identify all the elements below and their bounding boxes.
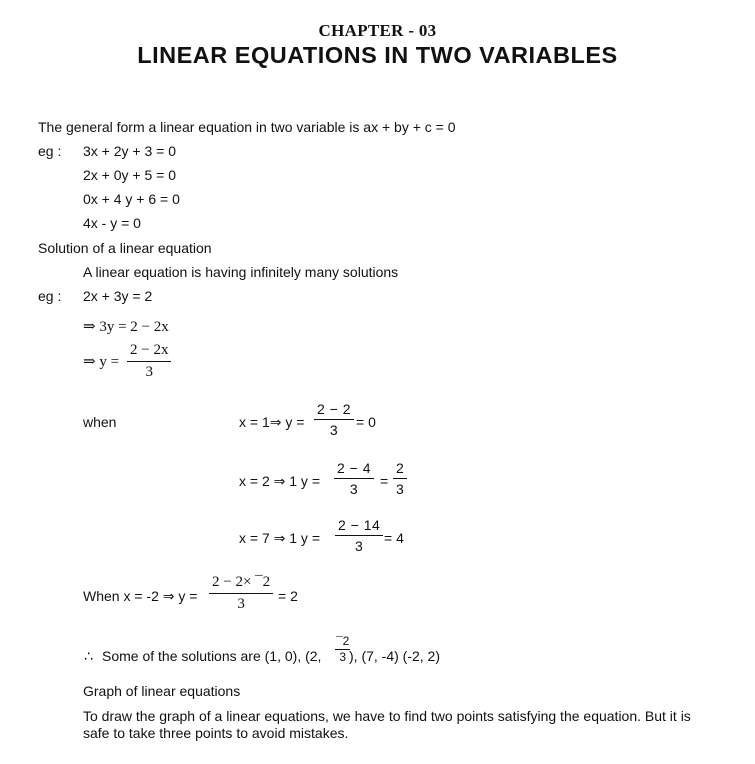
example-equation-2: 2x + 0y + 5 = 0 [83,167,177,183]
derivation-step-1: ⇒ 3y = 2 − 2x [83,319,169,335]
fraction-denominator: 3 [349,481,359,497]
case-1-fraction [314,402,354,437]
fraction-numerator: 2 − 2 [317,401,352,417]
graph-paragraph-line-2: safe to take three points to avoid mistakes. [83,725,349,741]
case-1-result: = 0 [356,414,376,430]
case-3-prefix: x = 7 ⇒ 1 y = [239,530,320,546]
example-equation-3: 0x + 4 y + 6 = 0 [83,191,180,207]
fraction-denominator: 3 [145,364,153,380]
fraction-numerator: ¯2 [336,634,350,648]
solution-example-equation: 2x + 3y = 2 [83,288,153,304]
chapter-number: CHAPTER - 03 [318,21,437,40]
derivation-step-2-fraction [127,343,171,380]
derivation-step-2-prefix: ⇒ y = [83,354,120,370]
case-4-result: = 2 [278,588,298,604]
case-4-prefix: When x = -2 ⇒ y = [83,588,198,604]
page-title: LINEAR EQUATIONS IN TWO VARIABLES [137,42,618,68]
case-3-result: = 4 [384,530,404,546]
fraction-denominator: 3 [396,481,405,497]
fraction-denominator: 3 [329,422,339,438]
case-2-prefix: x = 2 ⇒ 1 y = [239,473,320,489]
fraction-denominator: 3 [237,596,245,612]
example-equation-4: 4x - y = 0 [83,215,141,231]
when-label: when [83,414,117,430]
fraction-numerator: 2 − 2× ¯2 [212,574,271,590]
fraction-numerator: 2 − 4 [337,460,372,476]
fraction-numerator: 2 − 2x [130,342,169,358]
solutions-summary-tail: ), (7, -4) (-2, 2) [349,648,441,664]
case-2-fraction [334,461,374,496]
graph-paragraph-line-1: To draw the graph of a linear equations, we have to find two points satisfying the equation. But it is [83,708,691,724]
example-equation-1: 3x + 2y + 3 = 0 [83,143,177,159]
case-2-equals: = [380,473,389,489]
case-2-result-fraction [393,461,407,496]
case-1-prefix: x = 1⇒ y = [239,414,305,430]
example-label: eg : [38,143,62,159]
fraction-numerator: 2 [396,460,405,476]
fraction-denominator: 3 [339,650,346,664]
fraction-numerator: 2 − 14 [338,517,381,533]
graph-heading: Graph of linear equations [83,683,241,699]
solution-statement: A linear equation is having infinitely many solutions [83,264,399,280]
solution-example-label: eg : [38,288,62,304]
solution-heading: Solution of a linear equation [38,240,212,256]
solutions-summary-text: Some of the solutions are (1, 0), (2, [102,648,322,664]
therefore-symbol: ∴ [84,648,93,664]
case-4-fraction [209,575,273,612]
fraction-denominator: 3 [355,538,364,554]
case-3-fraction [335,518,383,553]
general-form-text: The general form a linear equation in two variable is ax + by + c = 0 [38,119,456,135]
